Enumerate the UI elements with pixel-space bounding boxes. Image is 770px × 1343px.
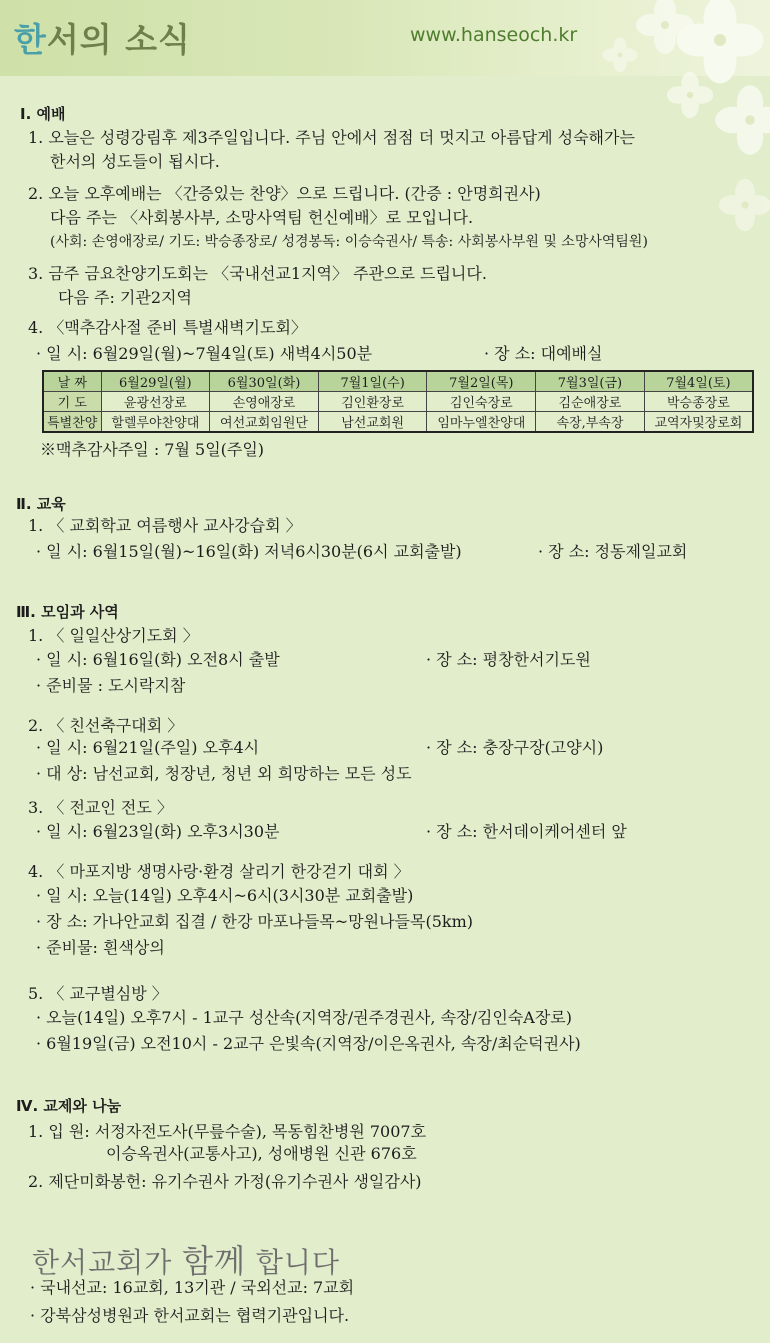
worship-line-8: 4. 〈맥추감사절 준비 특별새벽기도회〉 xyxy=(28,318,307,337)
worship-line-2: 한서의 성도들이 됩시다. xyxy=(50,152,220,171)
worship-line-3: 2. 오늘 오후예배는 〈간증있는 찬양〉으로 드립니다. (간증 : 안명희권사) xyxy=(28,184,541,203)
table-cell: 7월3일(금) xyxy=(536,371,645,392)
table-cell: 김순애장로 xyxy=(536,392,645,412)
table-cell: 김인환장로 xyxy=(318,392,427,412)
mission-summary: · 국내선교: 16교회, 13기관 / 국외선교: 7교회 xyxy=(30,1278,355,1297)
table-cell: 윤광선장로 xyxy=(101,392,210,412)
thanksgiving-sunday-note: ※맥추감사주일 : 7월 5일(주일) xyxy=(40,440,265,459)
soccer-target: · 대 상: 남선교회, 청장년, 청년 외 희망하는 모든 성도 xyxy=(36,764,412,783)
table-cell: 속장,부속장 xyxy=(536,412,645,433)
table-cell: 할렐루야찬양대 xyxy=(101,412,210,433)
soccer-title: 2. 〈 친선축구대회 〉 xyxy=(28,716,184,735)
table-cell: 날 짜 xyxy=(43,371,101,392)
walk-event-time: · 일 시: 오늘(14일) 오후4시~6시(3시30분 교회출발) xyxy=(36,886,414,905)
footer-title xyxy=(32,1236,340,1282)
education-time: · 일 시: 6월15일(월)~16일(화) 저녁6시30분(6시 교회출발) xyxy=(36,542,462,561)
walk-event-title: 4. 〈 마포지방 생명사랑·환경 살리기 한강걷기 대회 〉 xyxy=(28,862,410,881)
worship-line-6: 3. 금주 금요찬양기도회는 〈국내선교1지역〉 주관으로 드립니다. xyxy=(28,264,487,283)
table-cell: 여선교회임원단 xyxy=(210,412,319,433)
table-cell: 박승종장로 xyxy=(644,392,753,412)
clover-decoration-icon xyxy=(560,0,770,240)
section-gathering-heading: Ⅲ. 모임과 사역 xyxy=(16,603,119,621)
section-education-heading: Ⅱ. 교육 xyxy=(16,495,66,513)
table-cell: 6월29일(월) xyxy=(101,371,210,392)
footer-title-part-1: 한서교회가 xyxy=(32,1246,183,1279)
table-cell: 기 도 xyxy=(43,392,101,412)
partner-hospital-note: · 강북삼성병원과 한서교회는 협력기관입니다. xyxy=(30,1306,350,1325)
evangelism-title: 3. 〈 전교인 전도 〉 xyxy=(28,798,173,817)
page-title xyxy=(14,14,191,61)
worship-line-4: 다음 주는 〈사회봉사부, 소망사역팀 헌신예배〉로 모입니다. xyxy=(50,208,474,227)
title-rest: 서의 소식 xyxy=(46,20,191,59)
table-cell: 임마누엘찬양대 xyxy=(427,412,536,433)
soccer-place: · 장 소: 충장구장(고양시) xyxy=(426,738,604,757)
section-worship-heading: Ⅰ. 예배 xyxy=(20,105,66,123)
table-cell: 김인숙장로 xyxy=(427,392,536,412)
hospital-line-2: 이승옥권사(교통사고), 성애병원 신관 676호 xyxy=(106,1144,417,1163)
footer-title-part-2: 함께 xyxy=(182,1242,246,1280)
prayer-meeting-supplies: · 준비물 : 도시락지참 xyxy=(36,676,186,695)
table-row xyxy=(43,371,753,392)
dawn-prayer-place: · 장 소: 대예배실 xyxy=(484,344,603,363)
table-cell: 6월30일(화) xyxy=(210,371,319,392)
table-cell: 특별찬양 xyxy=(43,412,101,433)
visitation-title: 5. 〈 교구별심방 〉 xyxy=(28,984,168,1003)
footer-title-part-3: 합니다 xyxy=(245,1246,341,1279)
section-fellowship-heading: Ⅳ. 교제와 나눔 xyxy=(16,1097,122,1115)
prayer-meeting-title: 1. 〈 일일산상기도회 〉 xyxy=(28,626,199,645)
soccer-time: · 일 시: 6월21일(주일) 오후4시 xyxy=(36,738,260,757)
education-line-1: 1. 〈 교회학교 여름행사 교사강습회 〉 xyxy=(28,516,302,535)
dawn-prayer-time: · 일 시: 6월29일(월)~7월4일(토) 새벽4시50분 xyxy=(36,344,373,363)
table-cell: 7월4일(토) xyxy=(644,371,753,392)
worship-line-1: 1. 오늘은 성령강림후 제3주일입니다. 주님 안에서 점점 더 멋지고 아름답게 성숙해가는 xyxy=(28,128,635,147)
walk-event-supplies: · 준비물: 흰색상의 xyxy=(36,938,165,957)
education-place: · 장 소: 정동제일교회 xyxy=(538,542,688,561)
website-url[interactable]: www.hanseoch.kr xyxy=(410,24,578,46)
table-cell: 교역자및장로회 xyxy=(644,412,753,433)
prayer-meeting-place: · 장 소: 평창한서기도원 xyxy=(426,650,591,669)
dawn-prayer-schedule-table xyxy=(42,370,754,433)
table-row xyxy=(43,392,753,412)
hospital-line-1: 1. 입 원: 서정자전도사(무릎수술), 목동힘찬병원 7007호 xyxy=(28,1122,427,1141)
evangelism-time: · 일 시: 6월23일(화) 오후3시30분 xyxy=(36,822,280,841)
table-cell: 남선교회원 xyxy=(318,412,427,433)
visitation-line-1: · 오늘(14일) 오후7시 - 1교구 성산속(지역장/권주경권사, 속장/김인숙A장로) xyxy=(36,1008,572,1027)
table-cell: 7월2일(목) xyxy=(427,371,536,392)
evangelism-place: · 장 소: 한서데이케어센터 앞 xyxy=(426,822,627,841)
worship-line-7: 다음 주: 기관2지역 xyxy=(58,288,192,307)
table-cell: 손영애장로 xyxy=(210,392,319,412)
worship-line-5: (사회: 손영애장로/ 기도: 박승종장로/ 성경봉독: 이승숙권사/ 특송: 사회봉사부원 및 소망사역팀원) xyxy=(50,234,648,250)
altar-flower-line: 2. 제단미화봉헌: 유기수권사 가정(유기수권사 생일감사) xyxy=(28,1172,422,1191)
prayer-meeting-time: · 일 시: 6월16일(화) 오전8시 출발 xyxy=(36,650,280,669)
table-row xyxy=(43,412,753,433)
table-cell: 7월1일(수) xyxy=(318,371,427,392)
title-highlight: 한 xyxy=(14,20,47,59)
visitation-line-2: · 6월19일(금) 오전10시 - 2교구 은빛속(지역장/이은옥권사, 속장/최순덕권사) xyxy=(36,1034,581,1053)
walk-event-place: · 장 소: 가나안교회 집결 / 한강 마포나들목~망원나들목(5km) xyxy=(36,912,473,931)
